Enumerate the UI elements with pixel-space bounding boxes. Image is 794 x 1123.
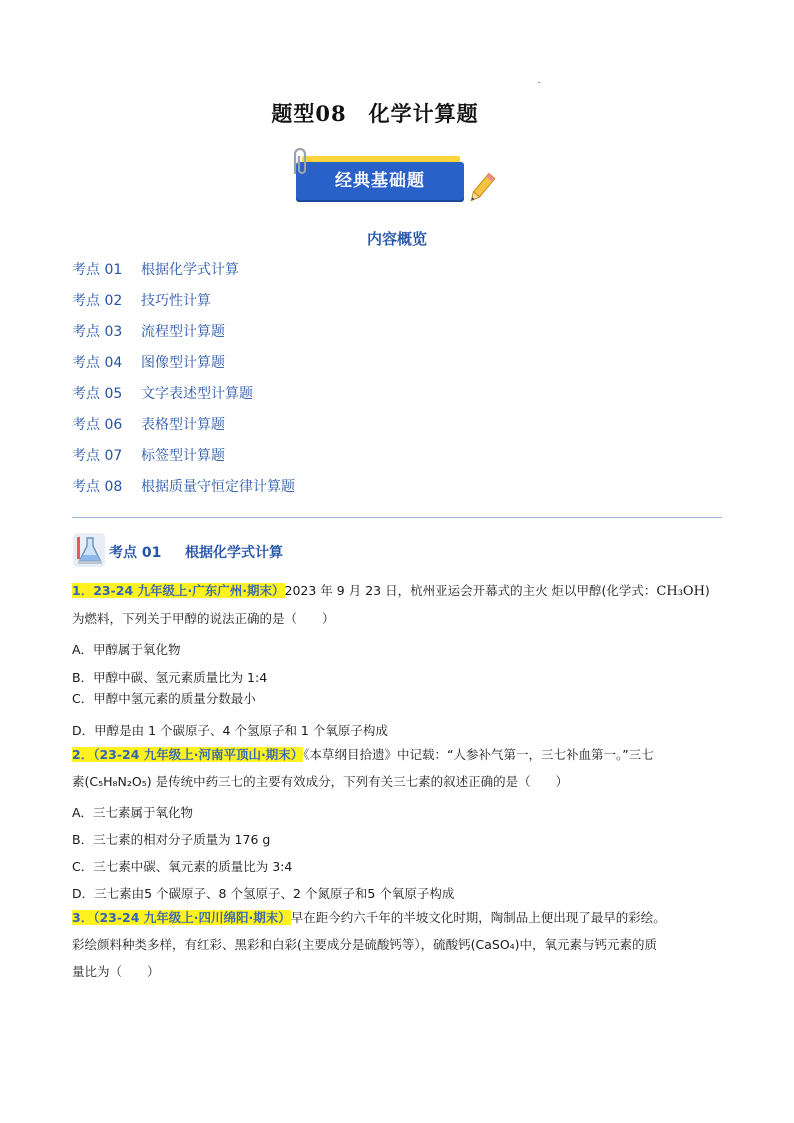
toc-code: 考点 02 (72, 293, 123, 309)
toc-code: 考点 07 (72, 448, 123, 464)
toc-label: 技巧性计算 (141, 293, 211, 309)
table-of-contents (72, 262, 295, 510)
flask-icon (72, 532, 106, 568)
toc-label: 标签型计算题 (141, 448, 225, 464)
option-a[interactable]: A．甲醇属于氧化物 (72, 642, 181, 657)
question-source: 1．23-24 九年级上·广东广州·期末） (72, 583, 285, 598)
toc-label: 根据化学式计算 (141, 262, 239, 278)
section-title: 根据化学式计算 (185, 545, 283, 561)
toc-item[interactable] (72, 293, 295, 324)
question-3 (72, 904, 724, 985)
toc-label: 文字表述型计算题 (141, 386, 253, 402)
banner (296, 152, 466, 202)
option-d[interactable]: D．三七素由5 个碳原子、8 个氢原子、2 个氮原子和5 个氧原子构成 (72, 886, 455, 901)
toc-label: 图像型计算题 (141, 355, 225, 371)
toc-label: 根据质量守恒定律计算题 (141, 479, 295, 495)
toc-code: 考点 04 (72, 355, 123, 371)
toc-item[interactable] (72, 262, 295, 293)
question-text: 早在距今约六千年的半坡文化时期，陶制品上便出现了最早的彩绘。 (290, 910, 666, 925)
toc-code: 考点 08 (72, 479, 123, 495)
toc-label: 表格型计算题 (141, 417, 225, 433)
toc-item[interactable] (72, 479, 295, 510)
overview-heading: 内容概览 (366, 230, 427, 248)
question-1 (72, 577, 724, 632)
question-text: 量比为（ ） (72, 964, 160, 979)
toc-item[interactable] (72, 386, 295, 417)
chemical-formula: CH₃OH (656, 584, 705, 599)
page-title: 题型08 化学计算题 (271, 101, 479, 126)
option-b[interactable]: B．三七素的相对分子质量为 176 g (72, 832, 271, 847)
toc-code: 考点 05 (72, 386, 123, 402)
paperclip-icon (288, 146, 310, 178)
toc-label: 流程型计算题 (141, 324, 225, 340)
toc-code: 考点 01 (72, 262, 123, 278)
question-text: 《本草纲目拾遗》中记载：“人参补气第一，三七补血第一。”三七 (303, 747, 654, 762)
question-text: 2023 年 9 月 23 日，杭州亚运会开幕式的主火 炬以甲醇(化学式： (284, 583, 657, 598)
toc-code: 考点 06 (72, 417, 123, 433)
toc-item[interactable] (72, 355, 295, 386)
divider (72, 517, 722, 518)
toc-item[interactable] (72, 417, 295, 448)
banner-text: 经典基础题 (335, 171, 425, 191)
question-text-end: ) (704, 583, 710, 598)
question-source: 2．（23-24 九年级上·河南平顶山·期末） (72, 747, 304, 762)
toc-item[interactable] (72, 324, 295, 355)
question-2 (72, 741, 724, 795)
option-c[interactable]: C．三七素中碳、氧元素的质量比为 3:4 (72, 859, 293, 874)
question-text: 素(C₅H₈N₂O₅) 是传统中药三七的主要有效成分，下列有关三七素的叙述正确的是（ ） (72, 774, 569, 789)
question-text: 为燃料，下列关于甲醇的说法正确的是（ ） (72, 611, 335, 626)
option-a[interactable]: A．三七素属于氧化物 (72, 805, 194, 820)
option-d[interactable]: D．甲醇是由 1 个碳原子、4 个氢原子和 1 个氧原子构成 (72, 723, 388, 738)
page-marker (538, 82, 540, 83)
toc-item[interactable] (72, 448, 295, 479)
question-text: 彩绘颜料种类多样，有红彩、黑彩和白彩(主要成分是硫酸钙等），硫酸钙(CaSO₄)中，氧元素与钙元素的质 (72, 937, 658, 952)
question-source: 3．（23-24 九年级上·四川绵阳·期末） (72, 910, 291, 925)
pencil-icon (464, 170, 498, 208)
option-b[interactable]: B．甲醇中碳、氢元素质量比为 1:4 (72, 670, 268, 685)
option-c[interactable]: C．甲醇中氢元素的质量分数最小 (72, 691, 256, 706)
section-code: 考点 01 (109, 545, 162, 561)
toc-code: 考点 03 (72, 324, 123, 340)
